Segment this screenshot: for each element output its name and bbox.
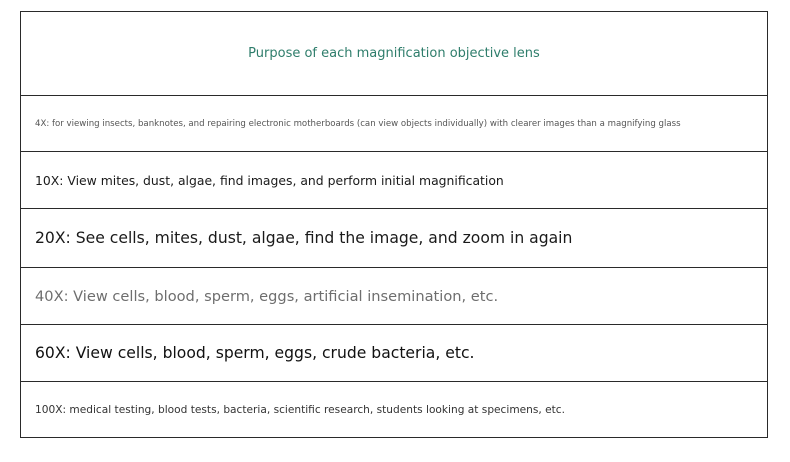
table-row-60x <box>21 324 767 381</box>
table-row-20x <box>21 208 767 267</box>
table-title: Purpose of each magnification objective lens <box>248 46 540 61</box>
row-text-4x: 4X: for viewing insects, banknotes, and repairing electronic motherboards (can view objects individually) with clearer images than a magnifying glass <box>35 118 681 129</box>
table-row-100x <box>21 381 767 437</box>
magnification-table <box>20 11 768 438</box>
table-row-40x <box>21 267 767 324</box>
row-text-60x: 60X: View cells, blood, sperm, eggs, crude bacteria, etc. <box>35 344 475 362</box>
row-text-10x: 10X: View mites, dust, algae, find images, and perform initial magnification <box>35 172 504 188</box>
table-header-row <box>21 12 767 95</box>
row-text-20x: 20X: See cells, mites, dust, algae, find the image, and zoom in again <box>35 229 573 247</box>
table-row-10x <box>21 151 767 208</box>
table-row-4x <box>21 95 767 151</box>
row-text-40x: 40X: View cells, blood, sperm, eggs, artificial insemination, etc. <box>35 287 499 305</box>
row-text-100x: 100X: medical testing, blood tests, bacteria, scientific research, students looking at specimens, etc. <box>35 403 565 416</box>
